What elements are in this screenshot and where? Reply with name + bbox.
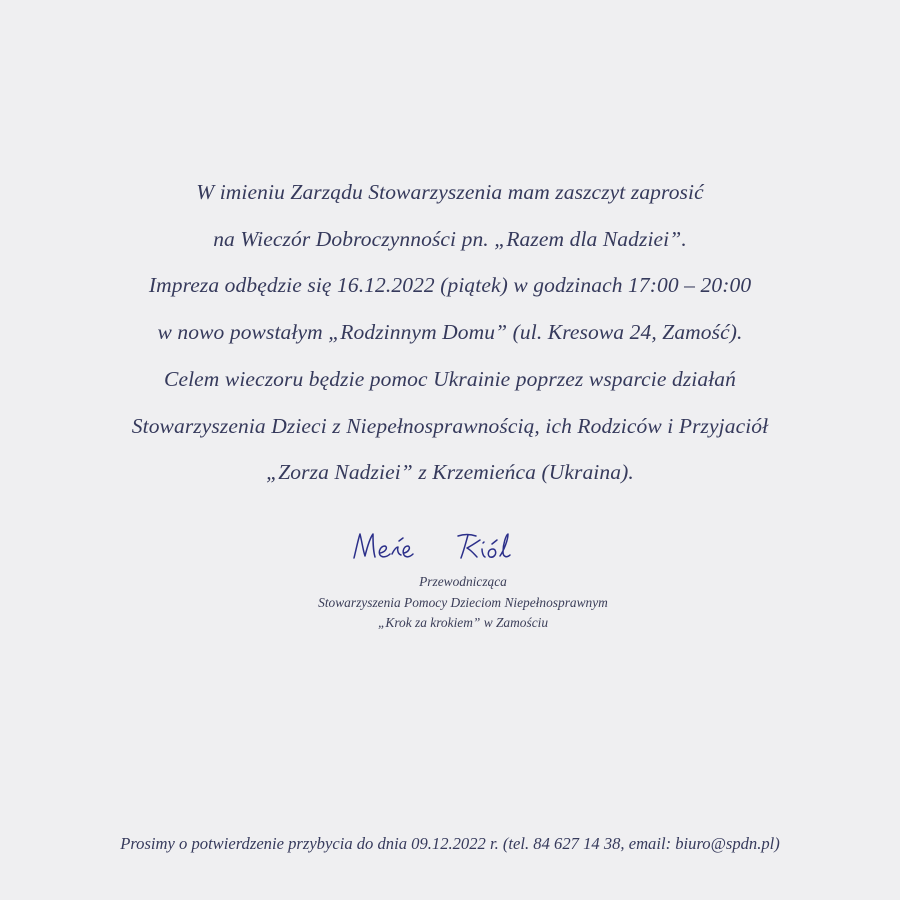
invitation-line: Celem wieczoru będzie pomoc Ukrainie poprzez wsparcie działań [164, 366, 736, 391]
invitation-line: Impreza odbędzie się 16.12.2022 (piątek) w godzinach 17:00 – 20:00 [148, 273, 752, 298]
rsvp-footer: Prosimy o potwierdzenie przybycia do dnia 09.12.2022 r. (tel. 84 627 14 38, email: biuro@spdn.pl) [120, 834, 780, 853]
invitation-line: „Zorza Nadziei” z Krzemieńca (Ukraina). [266, 460, 634, 485]
invitation-line: W imieniu Zarządu Stowarzyszenia mam zaszczyt zaprosić [196, 180, 704, 204]
signature-graphic [340, 520, 580, 570]
invitation-line: w nowo powstałym „Rodzinnym Domu” (ul. Kresowa 24, Zamość). [157, 320, 743, 345]
invitation-line: na Wieczór Dobroczynności pn. „Razem dla Nadziei”. [213, 226, 687, 251]
invitation-body [0, 169, 900, 496]
signatory-role: Przewodnicząca [419, 574, 507, 589]
signatory-organization: Stowarzyszenia Pomocy Dzieciom Niepełnosprawnym [318, 594, 608, 610]
signatory-block [270, 572, 656, 634]
signatory-organization-name: „Krok za krokiem” w Zamościu [377, 615, 549, 630]
invitation-line: Stowarzyszenia Dzieci z Niepełnosprawnością, ich Rodziców i Przyjaciół [131, 413, 769, 438]
handwritten-signature [340, 520, 580, 570]
